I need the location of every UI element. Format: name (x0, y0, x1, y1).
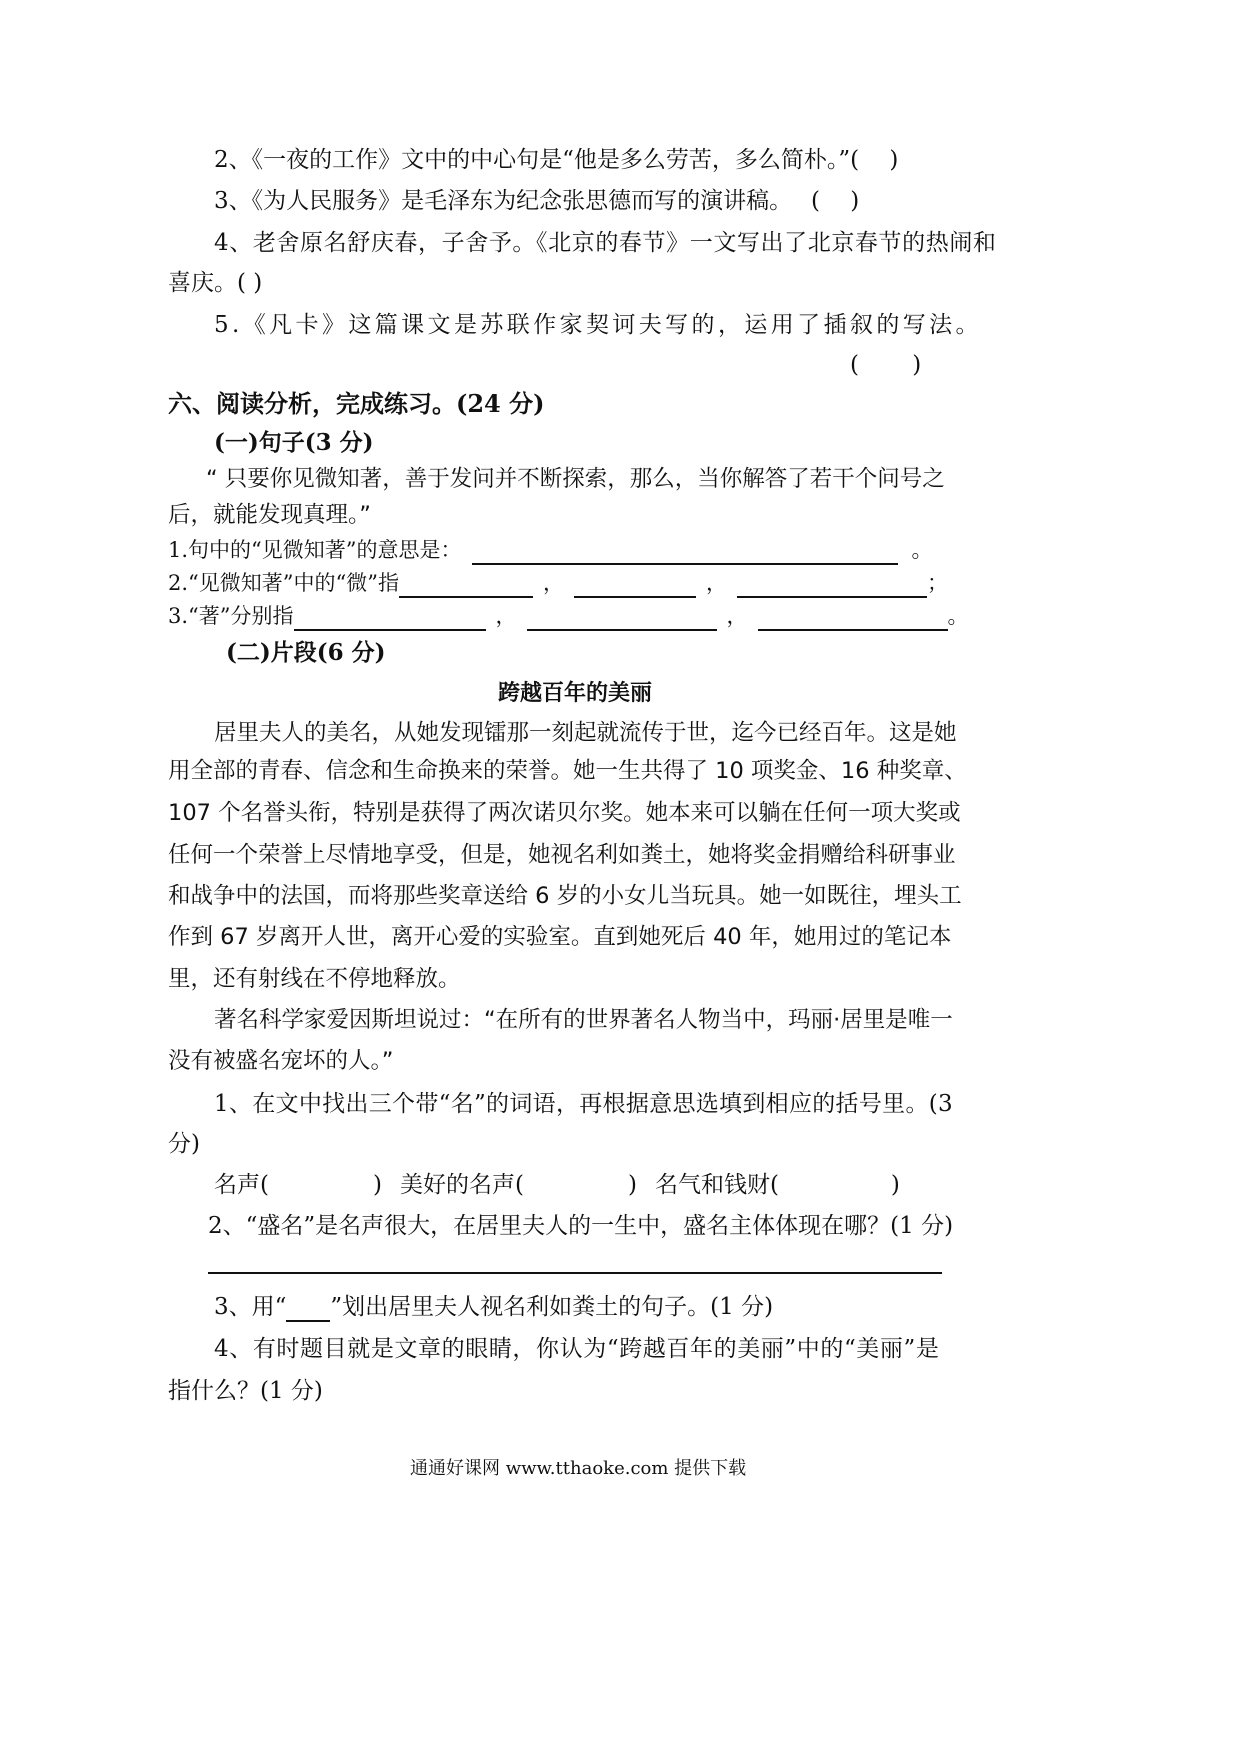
passage-p2-line-2: 没有被盛名宠坏的人。” (168, 1048, 394, 1074)
part1-q3-sep-1: ， (495, 604, 517, 628)
part1-q2-blank-3[interactable] (737, 572, 927, 598)
part2-q2-answer-line[interactable] (208, 1272, 942, 1274)
judgment-q2: 2、《一夜的工作》文中的中心句是“他是多么劳苦，多么简朴。”( ) (214, 147, 899, 173)
part2-q1-line2: 分) (168, 1131, 200, 1157)
section-6-title: 六、阅读分析，完成练习。(24 分) (168, 389, 545, 418)
part1-q2 (168, 568, 948, 598)
part1-q3 (168, 601, 969, 631)
part2-q1-options (214, 1170, 900, 1200)
judgment-q4-line2: 喜庆。( ) (168, 270, 263, 296)
part1-q3-label: 3.“著”分别指 (168, 604, 294, 628)
judgment-q3: 3、《为人民服务》是毛泽东为纪念张思德而写的演讲稿。 ( ) (214, 188, 860, 214)
passage-p1-line-4: 任何一个荣誉上尽情地享受，但是，她视名利如粪土，她将奖金捐赠给科研事业 (168, 842, 956, 868)
part2-q2: 2、“盛名”是名声很大，在居里夫人的一生中，盛名主体体现在哪？(1 分) (208, 1213, 954, 1239)
judgment-q5-line1: 5.《凡卡》这篇课文是苏联作家契诃夫写的，运用了插叙的写法。 (214, 312, 982, 338)
part2-q4-line2: 指什么？(1 分) (168, 1378, 323, 1404)
part1-q1 (168, 535, 933, 565)
part1-q2-label: 2.“见微知著”中的“微”指 (168, 571, 399, 595)
part1-q1-end: 。 (911, 538, 933, 562)
part-2-title: (二)片段(6 分) (226, 639, 386, 666)
part1-q2-end: ； (926, 571, 948, 595)
option-fame-wealth: 名气和钱财( (654, 1172, 779, 1198)
passage-p1-line-2: 用全部的青春、信念和生命换来的荣誉。她一生共得了 10 项奖金、16 种奖章、 (168, 758, 967, 784)
passage-p2-line-1: 著名科学家爱因斯坦说过：“在所有的世界著名人物当中，玛丽·居里是唯一 (214, 1007, 953, 1033)
passage-p1-line-5: 和战争中的法国，而将那些奖章送给 6 岁的小女儿当玩具。她一如既往，埋头工 (168, 883, 962, 909)
part2-q3-post: ”划出居里夫人视名利如粪土的句子。(1 分) (330, 1294, 774, 1320)
option-fame-close: ) (372, 1172, 382, 1198)
option-fame-wealth-close: ) (890, 1172, 900, 1198)
passage-title: 跨越百年的美丽 (498, 680, 653, 706)
part1-q3-blank-3[interactable] (758, 605, 948, 631)
part1-q2-sep-1: ， (542, 571, 564, 595)
part1-q2-sep-2: ， (705, 571, 727, 595)
part2-q3-pre: 3、用“ (214, 1294, 287, 1320)
part1-q3-end: 。 (947, 604, 969, 628)
passage-p1-line-6: 作到 67 岁离开人世，离开心爱的实验室。直到她死后 40 年，她用过的笔记本 (168, 924, 952, 950)
option-fame: 名声( (214, 1172, 269, 1198)
passage-p1-line-7: 里，还有射线在不停地释放。 (168, 966, 461, 992)
part1-q3-sep-2: ， (726, 604, 748, 628)
quote-line-2: 后，就能发现真理。” (168, 502, 371, 528)
part1-q3-blank-1[interactable] (294, 605, 486, 631)
page-footer: 通通好课网 www.tthaoke.com 提供下载 (410, 1458, 747, 1479)
part1-q2-blank-1[interactable] (399, 572, 533, 598)
judgment-q4-line1: 4、老舍原名舒庆春，子舍予。《北京的春节》一文写出了北京春节的热闹和 (214, 230, 997, 256)
option-good-fame-close: ) (627, 1172, 637, 1198)
part2-q3 (214, 1292, 773, 1322)
part1-q1-blank[interactable] (472, 539, 898, 565)
part2-q1-line1: 1、在文中找出三个带“名”的词语，再根据意思选填到相应的括号里。(3 (214, 1091, 953, 1117)
part2-q4-line1: 4、有时题目就是文章的眼睛，你认为“跨越百年的美丽”中的“美丽”是 (214, 1336, 940, 1362)
part1-q2-blank-2[interactable] (574, 572, 696, 598)
underline-sample (286, 1298, 330, 1322)
part1-q3-blank-2[interactable] (527, 605, 717, 631)
option-good-fame: 美好的名声( (399, 1172, 524, 1198)
quote-line-1: “ 只要你见微知著，善于发问并不断探索，那么，当你解答了若干个问号之 (206, 466, 945, 492)
passage-p1-line-1: 居里夫人的美名，从她发现镭那一刻起就流传于世，迄今已经百年。这是她 (214, 720, 957, 746)
passage-p1-line-3: 107 个名誉头衔，特别是获得了两次诺贝尔奖。她本来可以躺在任何一项大奖或 (168, 800, 961, 826)
judgment-q5-paren: ( ) (850, 352, 922, 378)
part1-q1-label: 1.句中的“见微知著”的意思是： (168, 538, 462, 562)
part-1-title: (一)句子(3 分) (214, 429, 374, 456)
